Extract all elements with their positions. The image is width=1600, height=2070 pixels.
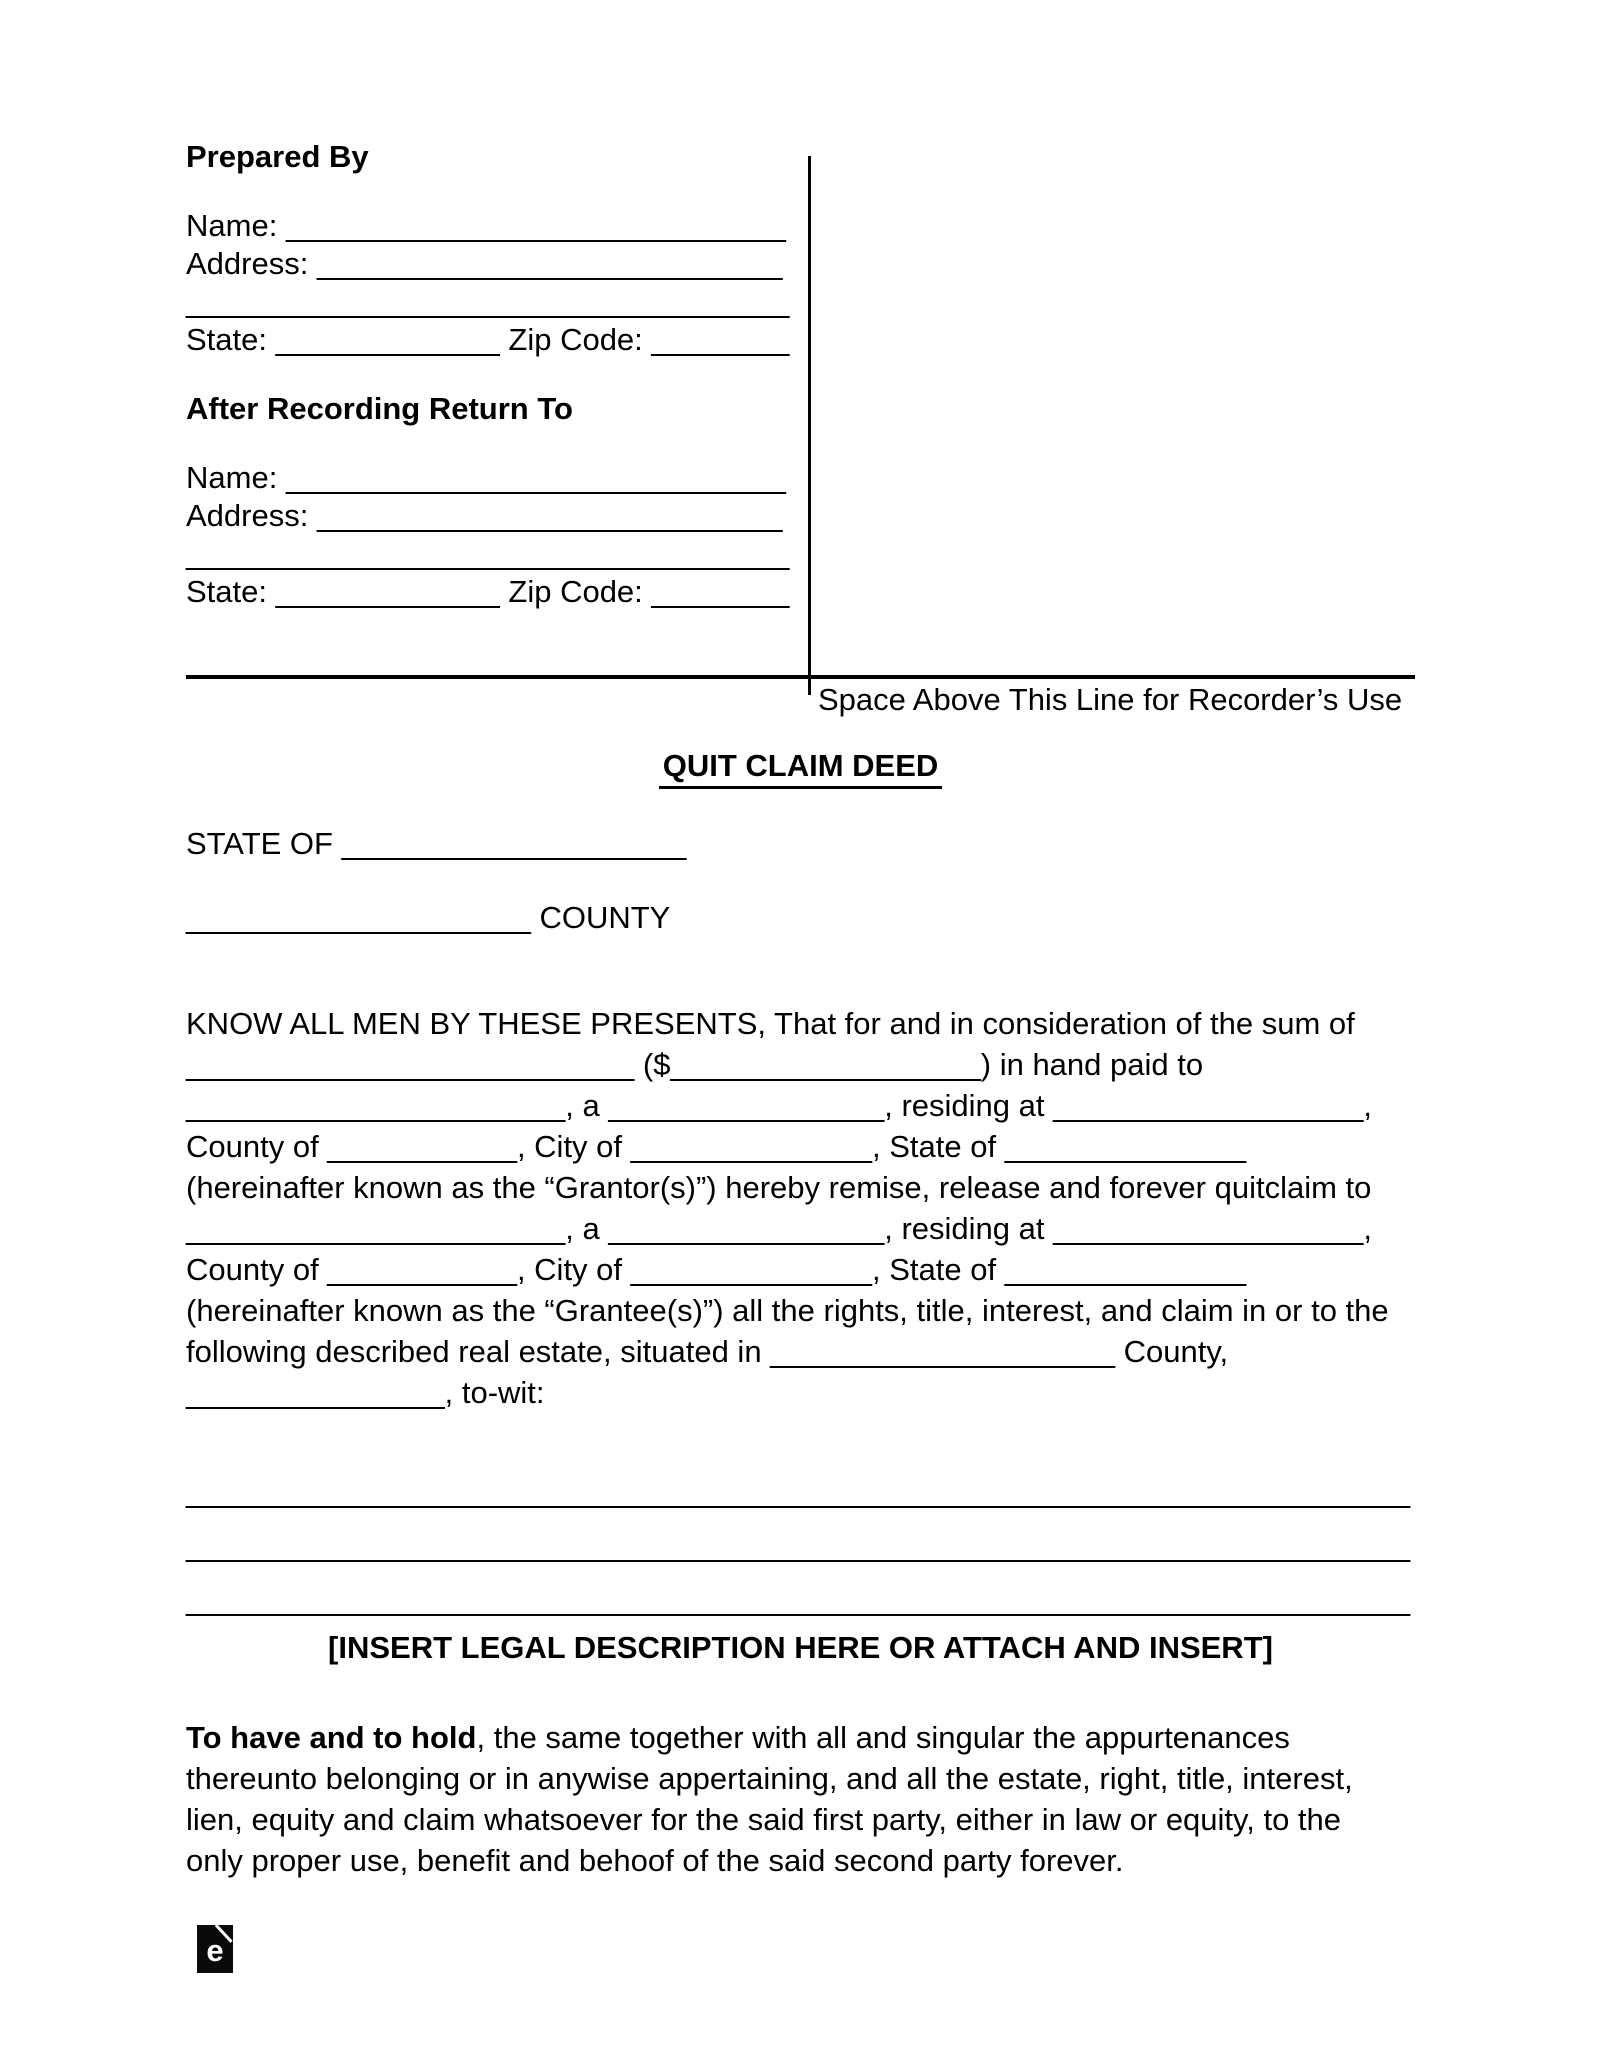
habendum-line: lien, equity and claim whatsoever for the said first party, either in law or equity, to the bbox=[186, 1802, 1342, 1837]
prepared-by-address-row bbox=[186, 246, 782, 282]
zip-label: Zip Code: bbox=[508, 574, 643, 609]
deed-clause-paragraph bbox=[186, 1003, 1415, 1413]
county-label: COUNTY bbox=[539, 900, 671, 935]
deed-title: QUIT CLAIM DEED bbox=[659, 748, 943, 789]
address-blank2-field[interactable]: ___________________________________ bbox=[186, 536, 790, 571]
address-label: Address: bbox=[186, 246, 309, 281]
legal-description-blank-line[interactable]: _______________________________________________________________________ bbox=[186, 1528, 1411, 1563]
return-to-address-row bbox=[186, 498, 782, 534]
deed-clause-line: (hereinafter known as the “Grantee(s)”) all the rights, title, interest, and claim in or to the bbox=[186, 1293, 1389, 1328]
logo-letter: e bbox=[206, 1933, 224, 1968]
habendum-paragraph bbox=[186, 1717, 1415, 1881]
state-of-label: STATE OF bbox=[186, 826, 333, 861]
state-of-blank-field[interactable]: ____________________ bbox=[341, 826, 687, 861]
return-to-heading: After Recording Return To bbox=[186, 391, 573, 426]
return-to-state-zip-row bbox=[186, 574, 789, 610]
deed-clause-line[interactable]: following described real estate, situated in ____________________ County, bbox=[186, 1334, 1229, 1369]
deed-clause-line: KNOW ALL MEN BY THESE PRESENTS, That for and in consideration of the sum of bbox=[186, 1006, 1355, 1041]
habendum-line: To have and to hold, the same together with all and singular the appurtenances bbox=[186, 1720, 1290, 1755]
state-blank-field[interactable]: _____________ bbox=[275, 322, 500, 357]
deed-clause-line[interactable]: ______________________, a ________________, residing at __________________, bbox=[186, 1088, 1373, 1123]
vertical-divider-line bbox=[808, 156, 811, 695]
deed-clause-line: (hereinafter known as the “Grantor(s)”) hereby remise, release and forever quitclaim to bbox=[186, 1170, 1372, 1205]
zip-blank-field[interactable]: ________ bbox=[651, 574, 790, 609]
state-blank-field[interactable]: _____________ bbox=[275, 574, 500, 609]
name-blank-field[interactable]: _____________________________ bbox=[285, 460, 786, 495]
legal-description-blank-line[interactable]: _______________________________________________________________________ bbox=[186, 1582, 1411, 1617]
prepared-by-state-zip-row bbox=[186, 322, 789, 358]
prepared-by-name-row bbox=[186, 208, 786, 244]
deed-clause-line[interactable]: County of ___________, City of ______________, State of ______________ bbox=[186, 1129, 1247, 1164]
insert-legal-description-note: [INSERT LEGAL DESCRIPTION HERE OR ATTACH AND INSERT] bbox=[328, 1630, 1273, 1665]
state-label: State: bbox=[186, 322, 267, 357]
address-label: Address: bbox=[186, 498, 309, 533]
deed-clause-line[interactable]: __________________________ ($__________________) in hand paid to bbox=[186, 1047, 1204, 1082]
name-label: Name: bbox=[186, 460, 278, 495]
deed-clause-line[interactable]: _______________, to-wit: bbox=[186, 1375, 545, 1410]
zip-label: Zip Code: bbox=[508, 322, 643, 357]
return-to-address2-row bbox=[186, 536, 789, 572]
recorder-use-note: Space Above This Line for Recorder’s Use bbox=[818, 682, 1403, 717]
deed-clause-line[interactable]: County of ___________, City of ______________, State of ______________ bbox=[186, 1252, 1247, 1287]
county-row bbox=[186, 900, 670, 936]
legal-description-blanks bbox=[186, 1465, 1415, 1627]
prepared-by-address2-row bbox=[186, 284, 789, 320]
legal-description-blank-line[interactable]: _______________________________________________________________________ bbox=[186, 1474, 1411, 1509]
address-blank-field[interactable]: ___________________________ bbox=[316, 246, 783, 281]
address-blank2-field[interactable]: ___________________________________ bbox=[186, 284, 790, 319]
eforms-logo bbox=[197, 1925, 233, 1973]
county-blank-field[interactable]: ____________________ bbox=[186, 900, 531, 935]
habendum-line: only proper use, benefit and behoof of the said second party forever. bbox=[186, 1843, 1124, 1878]
prepared-by-heading: Prepared By bbox=[186, 139, 369, 174]
habendum-line: thereunto belonging or in anywise appertaining, and all the estate, right, title, interest, bbox=[186, 1761, 1353, 1796]
zip-blank-field[interactable]: ________ bbox=[651, 322, 790, 357]
title-row bbox=[186, 748, 1415, 789]
habendum-bold-lead: To have and to hold bbox=[186, 1720, 477, 1755]
return-to-name-row bbox=[186, 460, 786, 496]
address-blank-field[interactable]: ___________________________ bbox=[316, 498, 783, 533]
deed-clause-line[interactable]: ______________________, a ________________, residing at __________________, bbox=[186, 1211, 1373, 1246]
state-of-row bbox=[186, 826, 686, 862]
state-label: State: bbox=[186, 574, 267, 609]
recorder-horizontal-line bbox=[186, 675, 1415, 679]
name-label: Name: bbox=[186, 208, 278, 243]
name-blank-field[interactable]: _____________________________ bbox=[285, 208, 786, 243]
